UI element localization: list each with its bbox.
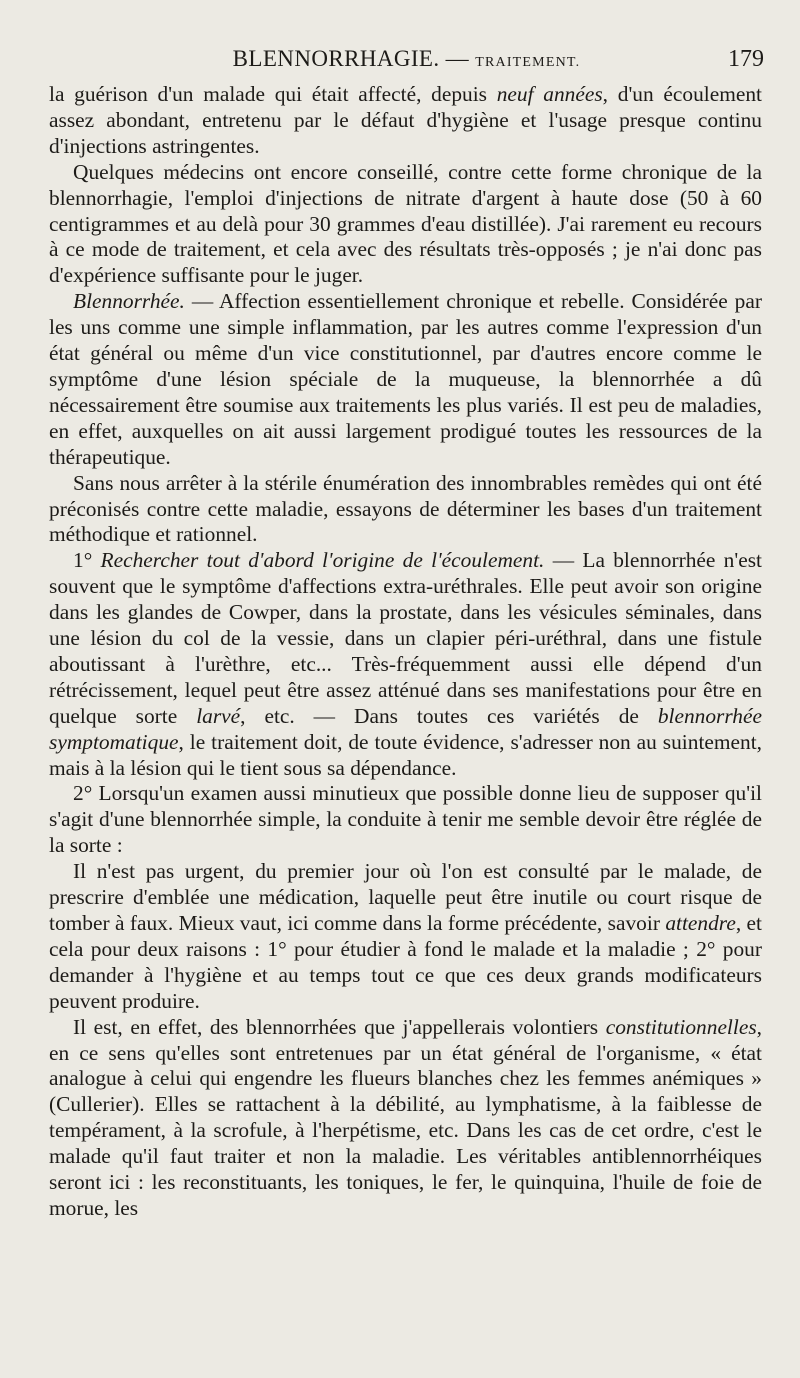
text-run: Il n'est pas urgent, du premier jour où l'on est consulté par le malade, de prescrire d'emblée une médication, laquelle peut être inutile ou court risque de tomber à faux. Mieux vaut, ici comme dans la forme précédente, savoir (49, 859, 762, 935)
text-run: Sans nous arrêter à la stérile énumération des innombrables remèdes qui ont été préconisés contre cette maladie, essayons de déterminer les bases d'un traitement méthodique et rationnel. (49, 470, 762, 547)
text-run: — Affection essentiellement chronique et rebelle. Considérée par les uns comme une simple inflammation, par les autres comme l'expression d'un état général ou même d'un vice constitutionnel, par d'autres encore comme le symptôme d'une lésion spéciale de la muqueuse, la blennorrhée a dû nécessairement être soumise aux traitements les plus variés. Il est peu de maladies, en effet, auxquelles on ait aussi largement prodigué toutes les ressources de la thérapeutique. (49, 289, 762, 469)
paragraph (49, 82, 762, 160)
text-run: , etc. — Dans toutes ces variétés de (240, 703, 658, 728)
text-run: 2° Lorsqu'un examen aussi minutieux que possible donne lieu de supposer qu'il s'agit d'une blennorrhée simple, la conduite à tenir me semble devoir être réglée de la sorte : (49, 781, 762, 858)
text-run: , en ce sens qu'elles sont entretenues par un état général de l'organisme, « état analogue à celui qui engendre les flueurs blanches chez les femmes anémiques » (Cullerier). Elles se rattachent à la débilité, au lymphatisme, à la faiblesse de tempérament, à la scrofule, à l'herpétisme, etc. Dans les cas de cet ordre, c'est le malade qu'il faut traiter et non la maladie. Les véritables antiblennorrhéiques seront ici : les reconstituants, les toniques, le fer, le quinquina, l'huile de foie de morue, les (49, 1014, 762, 1220)
running-title-separator: — (439, 46, 476, 71)
italic-text: blennorrhée symptomatique (49, 703, 762, 754)
page-number: 179 (728, 46, 764, 72)
text-run: 1° (73, 548, 101, 573)
italic-text: Blennorrhée. (73, 289, 185, 314)
paragraph (49, 289, 762, 470)
text-run: , le traitement doit, de toute évidence, s'adresser non au suintement, mais à la lésion qui le tient sous sa dépendance. (49, 729, 762, 780)
paragraph (49, 781, 762, 859)
italic-text: larvé (196, 703, 241, 728)
italic-text: Rechercher tout d'abord l'origine de l'écoulement. (100, 548, 545, 573)
text-run: , et cela pour deux raisons : 1° pour étudier à fond le malade et la maladie ; 2° pour demander à l'hygiène et au temps tout ce que ces deux grands modificateurs peuvent produire. (49, 911, 762, 1013)
running-title (49, 46, 764, 72)
text-run: Il est, en effet, des blennorrhées que j'appellerais volontiers (73, 1014, 606, 1039)
paragraph (49, 548, 762, 781)
paragraph (49, 471, 762, 549)
paragraph (49, 160, 762, 290)
paragraph (49, 1015, 762, 1222)
running-title-main: BLENNORRHAGIE. (232, 46, 440, 71)
italic-text: neuf années (496, 82, 603, 106)
text-run: la guérison d'un malade qui était affecté, depuis (49, 82, 497, 106)
text-run: — La blennorrhée n'est souvent que le symptôme d'affections extra-uréthrales. Elle peut avoir son origine dans les glandes de Cowper, dans la prostate, dans les vésicules séminales, dans une lésion du col de la vessie, dans un clapier péri-uréthral, dans une fistule aboutissant à l'urèthre, etc... Très-fréquemment aussi elle dépend d'un rétrécissement, lequel peut être assez atténué dans ses manifestations pour être en quelque sorte (49, 548, 762, 728)
text-run: Quelques médecins ont encore conseillé, contre cette forme chronique de la blennorrhagie, l'emploi d'injections de nitrate d'argent à haute dose (50 à 60 centigrammes et au delà pour 30 grammes d'eau distillée). J'ai rarement eu recours à ce mode de traitement, et cela avec des résultats très-opposés ; je n'ai donc pas d'expérience suffisante pour le juger. (49, 159, 762, 288)
italic-text: attendre (665, 911, 736, 935)
italic-text: constitutionnelles (605, 1014, 757, 1039)
paragraph (49, 859, 762, 1014)
running-title-sub: TRAITEMENT. (475, 55, 581, 70)
body-text (49, 82, 764, 1222)
text-run: , d'un écoulement assez abondant, entretenu par le défaut d'hygiène et l'usage presque continu d'injections astringentes. (49, 82, 762, 158)
running-head (49, 38, 764, 82)
